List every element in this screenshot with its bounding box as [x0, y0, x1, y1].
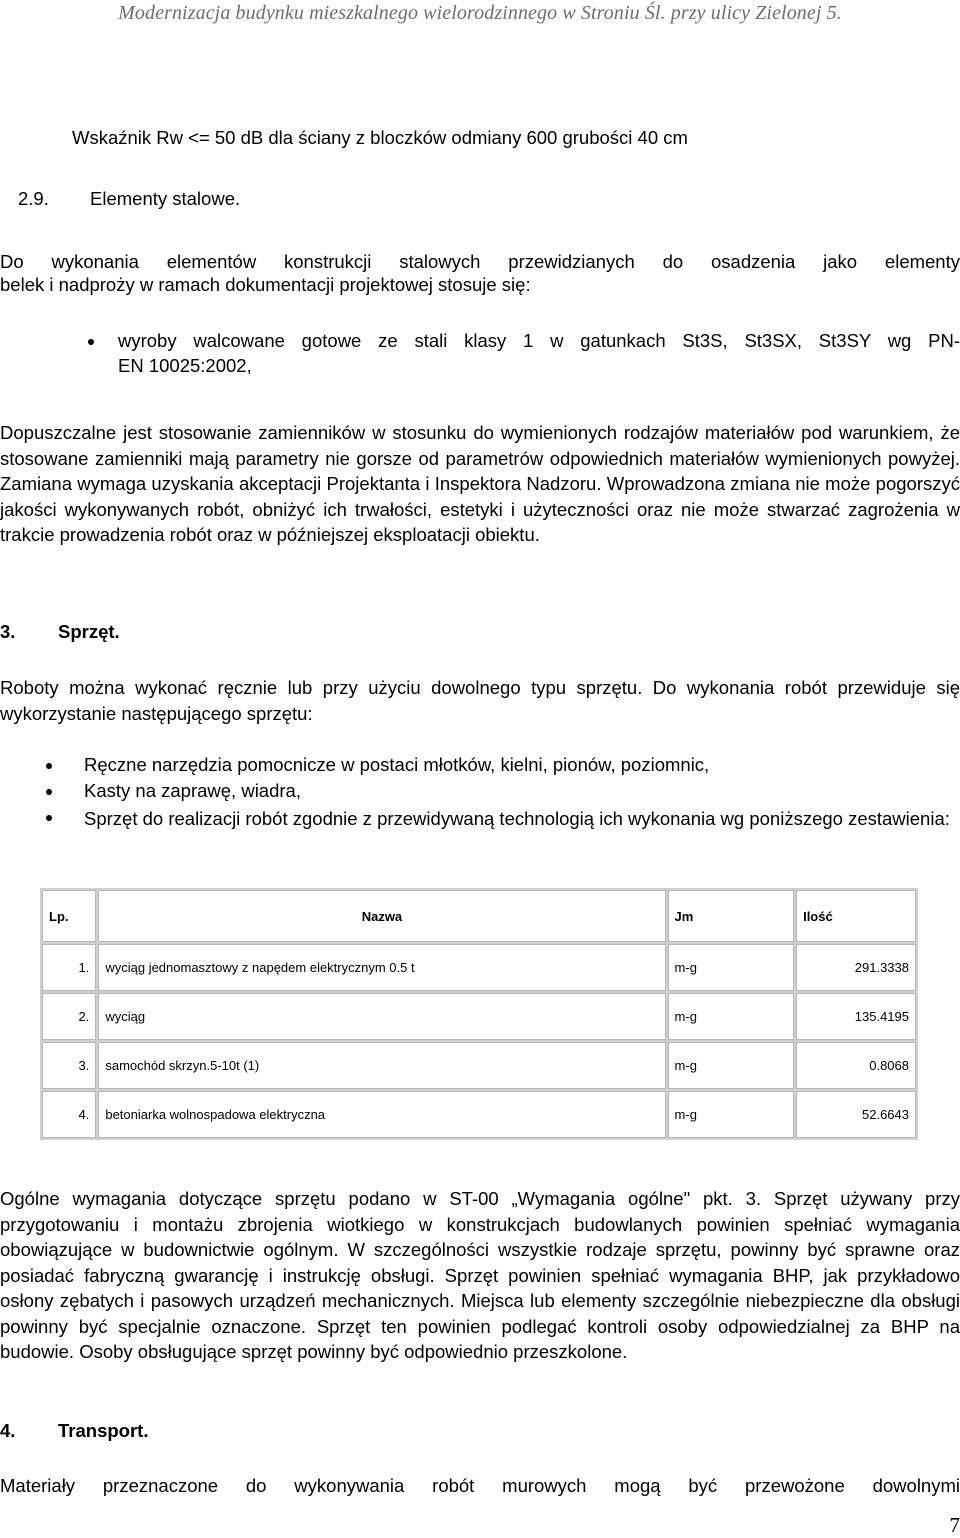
row-lp: 2.	[42, 993, 96, 1040]
section-title-3: Sprzęt.	[58, 621, 120, 643]
row-lp: 4.	[42, 1091, 96, 1138]
equipment-bullet-3: Sprzęt do realizacji robót zgodnie z przewidywaną technologią ich wykonania wg poniższego zestawienia:	[84, 806, 960, 832]
bullet-icon	[46, 815, 52, 821]
equipment-bullet-2: Kasty na zaprawę, wiadra,	[84, 780, 301, 802]
row-unit: m-g	[668, 993, 795, 1040]
row-qty: 52.6643	[796, 1091, 916, 1138]
wskaznik-line: Wskaźnik Rw <= 50 dB dla ściany z bloczków odmiany 600 grubości 40 cm	[72, 127, 688, 149]
row-qty: 0.8068	[796, 1042, 916, 1089]
bullet-icon	[88, 339, 94, 345]
page-number: 7	[950, 1513, 960, 1538]
table-header-row	[42, 890, 916, 942]
table-row	[42, 993, 916, 1040]
row-name: wyciąg	[98, 993, 665, 1040]
page-header: Modernizacja budynku mieszkalnego wielorodzinnego w Stroniu Śl. przy ulicy Zielonej 5.	[0, 2, 960, 25]
section-number-4: 4.	[0, 1420, 15, 1442]
table-row	[42, 1042, 916, 1089]
substitutes-paragraph: Dopuszczalne jest stosowanie zamienników w stosunku do wymienionych rodzajów materiałów pod warunkiem, że stosowane zamienniki mają parametry nie gorsze od parametrów odpowiednich materiałów wymienionych powyżej. Zamiana wymaga uzyskania akceptacji Projektanta i Inspektora Nadzoru. Wprowadzona zmiana nie może pogorszyć jakości wykonywanych robót, obniżyć ich trwałości, estetyki i użyteczności oraz nie może stwarzać zagrożenia w trakcie prowadzenia robót oraz w późniejszej eksploatacji obiektu.	[0, 420, 960, 548]
bullet-icon	[46, 763, 52, 769]
row-unit: m-g	[668, 1042, 795, 1089]
steel-bullet-line-1: wyroby walcowane gotowe ze stali klasy 1 w gatunkach St3S, St3SX, St3SY wg PN-	[118, 330, 960, 352]
section-number-3: 3.	[0, 621, 15, 643]
steel-bullet-line-2: EN 10025:2002,	[118, 355, 252, 377]
transport-paragraph: Materiały przeznaczone do wykonywania robót murowych mogą być przewożone dowolnymi	[0, 1473, 960, 1499]
header-qty: Ilość	[796, 890, 916, 942]
row-name: betoniarka wolnospadowa elektryczna	[98, 1091, 665, 1138]
section-title-2-9: Elementy stalowe.	[90, 188, 240, 210]
row-qty: 135.4195	[796, 993, 916, 1040]
table-row	[42, 1091, 916, 1138]
row-lp: 3.	[42, 1042, 96, 1089]
row-lp: 1.	[42, 944, 96, 991]
bullet-icon	[46, 789, 52, 795]
steel-paragraph-line-1: Do wykonania elementów konstrukcji stalowych przewidzianych do osadzenia jako elementy	[0, 249, 960, 275]
equipment-bullet-1: Ręczne narzędzia pomocnicze w postaci młotków, kielni, pionów, poziomnic,	[84, 754, 709, 776]
header-unit: Jm	[668, 890, 795, 942]
row-name: wyciąg jednomasztowy z napędem elektrycznym 0.5 t	[98, 944, 665, 991]
header-name: Nazwa	[98, 890, 665, 942]
header-lp: Lp.	[42, 890, 96, 942]
row-unit: m-g	[668, 1091, 795, 1138]
section-number-2-9: 2.9.	[18, 188, 49, 210]
equipment-table	[40, 888, 918, 1140]
steel-paragraph-line-2: belek i nadproży w ramach dokumentacji projektowej stosuje się:	[0, 274, 531, 296]
row-unit: m-g	[668, 944, 795, 991]
equipment-paragraph: Roboty można wykonać ręcznie lub przy użyciu dowolnego typu sprzętu. Do wykonania robót przewiduje się wykorzystanie następującego sprzętu:	[0, 675, 960, 726]
row-qty: 291.3338	[796, 944, 916, 991]
general-requirements-paragraph: Ogólne wymagania dotyczące sprzętu podano w ST-00 „Wymagania ogólne" pkt. 3. Sprzęt używany przy przygotowaniu i montażu zbrojenia wiotkiego w konstrukcjach budowlanych powinien spełniać wymagania obowiązujące w budownictwie ogólnym. W szczególności wszystkie rodzaje sprzętu, powinny być sprawne oraz posiadać fabryczną gwarancję i instrukcję obsługi. Sprzęt powinien spełniać wymagania BHP, jak przykładowo osłony zębatych i pasowych urządzeń mechanicznych. Miejsca lub elementy szczególnie niebezpieczne dla obsługi powinny być specjalnie oznaczone. Sprzęt ten powinien podlegać kontroli osoby odpowiedzialnej za BHP na budowie. Osoby obsługujące sprzęt powinny być odpowiednio przeszkolone.	[0, 1186, 960, 1365]
row-name: samochód skrzyn.5-10t (1)	[98, 1042, 665, 1089]
section-title-4: Transport.	[58, 1420, 148, 1442]
table-row	[42, 944, 916, 991]
